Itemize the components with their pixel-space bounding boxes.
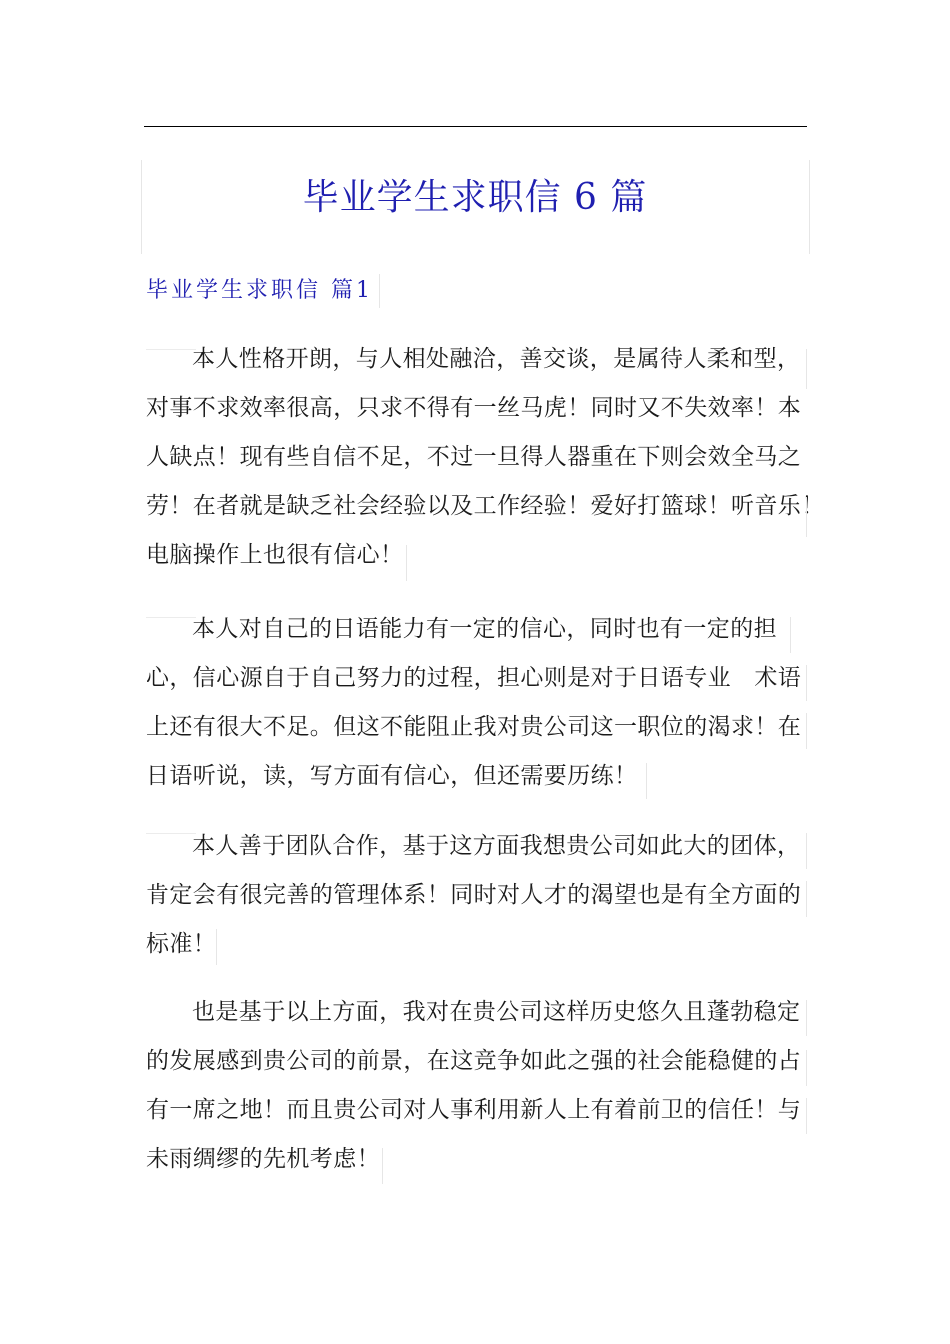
paragraph-line: 日语听说，读，写方面有信心，但还需要历练！ bbox=[146, 763, 638, 789]
guide-line bbox=[406, 545, 407, 581]
guide-line bbox=[806, 497, 807, 537]
paragraph-line: 有一席之地！而且贵公司对人事利用新人上有着前卫的信任！与 bbox=[146, 1097, 802, 1123]
guide-line bbox=[806, 1050, 807, 1086]
guide-line bbox=[806, 881, 807, 917]
paragraph-line: 也是基于以上方面，我对在贵公司这样历史悠久且蓬勃稳定 bbox=[192, 999, 801, 1025]
paragraph-line: 上还有很大不足。但这不能阻止我对贵公司这一职位的渴求！在 bbox=[146, 714, 802, 740]
paragraph-line: 本人善于团队合作，基于这方面我想贵公司如此大的团体， bbox=[192, 833, 801, 859]
paragraph-line: 本人对自己的日语能力有一定的信心，同时也有一定的担 bbox=[192, 616, 777, 642]
section-heading: 毕业学生求职信 篇1 bbox=[146, 274, 380, 308]
paragraph-line: 心，信心源自于自己努力的过程，担心则是对于日语专业 术语 bbox=[146, 665, 802, 691]
guide-line bbox=[646, 763, 647, 799]
paragraph-2 bbox=[146, 605, 808, 801]
paragraph-line: 人缺点！现有些自信不足，不过一旦得人器重在下则会效全马之 bbox=[146, 444, 802, 470]
paragraph-4 bbox=[146, 988, 808, 1184]
guide-line bbox=[146, 617, 196, 618]
guide-line bbox=[806, 665, 807, 701]
guide-line bbox=[806, 833, 807, 869]
paragraph-1 bbox=[146, 335, 825, 580]
guide-line bbox=[806, 713, 807, 749]
paragraph-line: 标准！ bbox=[146, 931, 217, 957]
guide-line bbox=[806, 1000, 807, 1036]
top-rule bbox=[144, 126, 807, 127]
paragraph-3 bbox=[146, 822, 808, 969]
paragraph-line: 电脑操作上也很有信心！ bbox=[146, 542, 404, 568]
paragraph-line: 未雨绸缪的先机考虑！ bbox=[146, 1146, 380, 1172]
paragraph-line: 本人性格开朗，与人相处融洽，善交谈，是属待人柔和型， bbox=[192, 346, 801, 372]
paragraph-line: 劳！在者就是缺乏社会经验以及工作经验！爱好打篮球！听音乐！ bbox=[146, 493, 825, 519]
guide-line bbox=[146, 833, 196, 834]
paragraph-line: 对事不求效率很高，只求不得有一丝马虎！同时又不失效率！本 bbox=[146, 395, 802, 421]
guide-line bbox=[146, 349, 196, 350]
guide-line bbox=[216, 929, 217, 965]
paragraph-line: 的发展感到贵公司的前景，在这竞争如此之强的社会能稳健的占 bbox=[146, 1048, 802, 1074]
guide-line bbox=[382, 1148, 383, 1184]
guide-line bbox=[806, 349, 807, 389]
paragraph-line: 肯定会有很完善的管理体系！同时对人才的渴望也是有全方面的 bbox=[146, 882, 802, 908]
guide-line bbox=[806, 1098, 807, 1134]
guide-line bbox=[790, 617, 791, 653]
document-title: 毕业学生求职信 6 篇 bbox=[302, 177, 648, 219]
